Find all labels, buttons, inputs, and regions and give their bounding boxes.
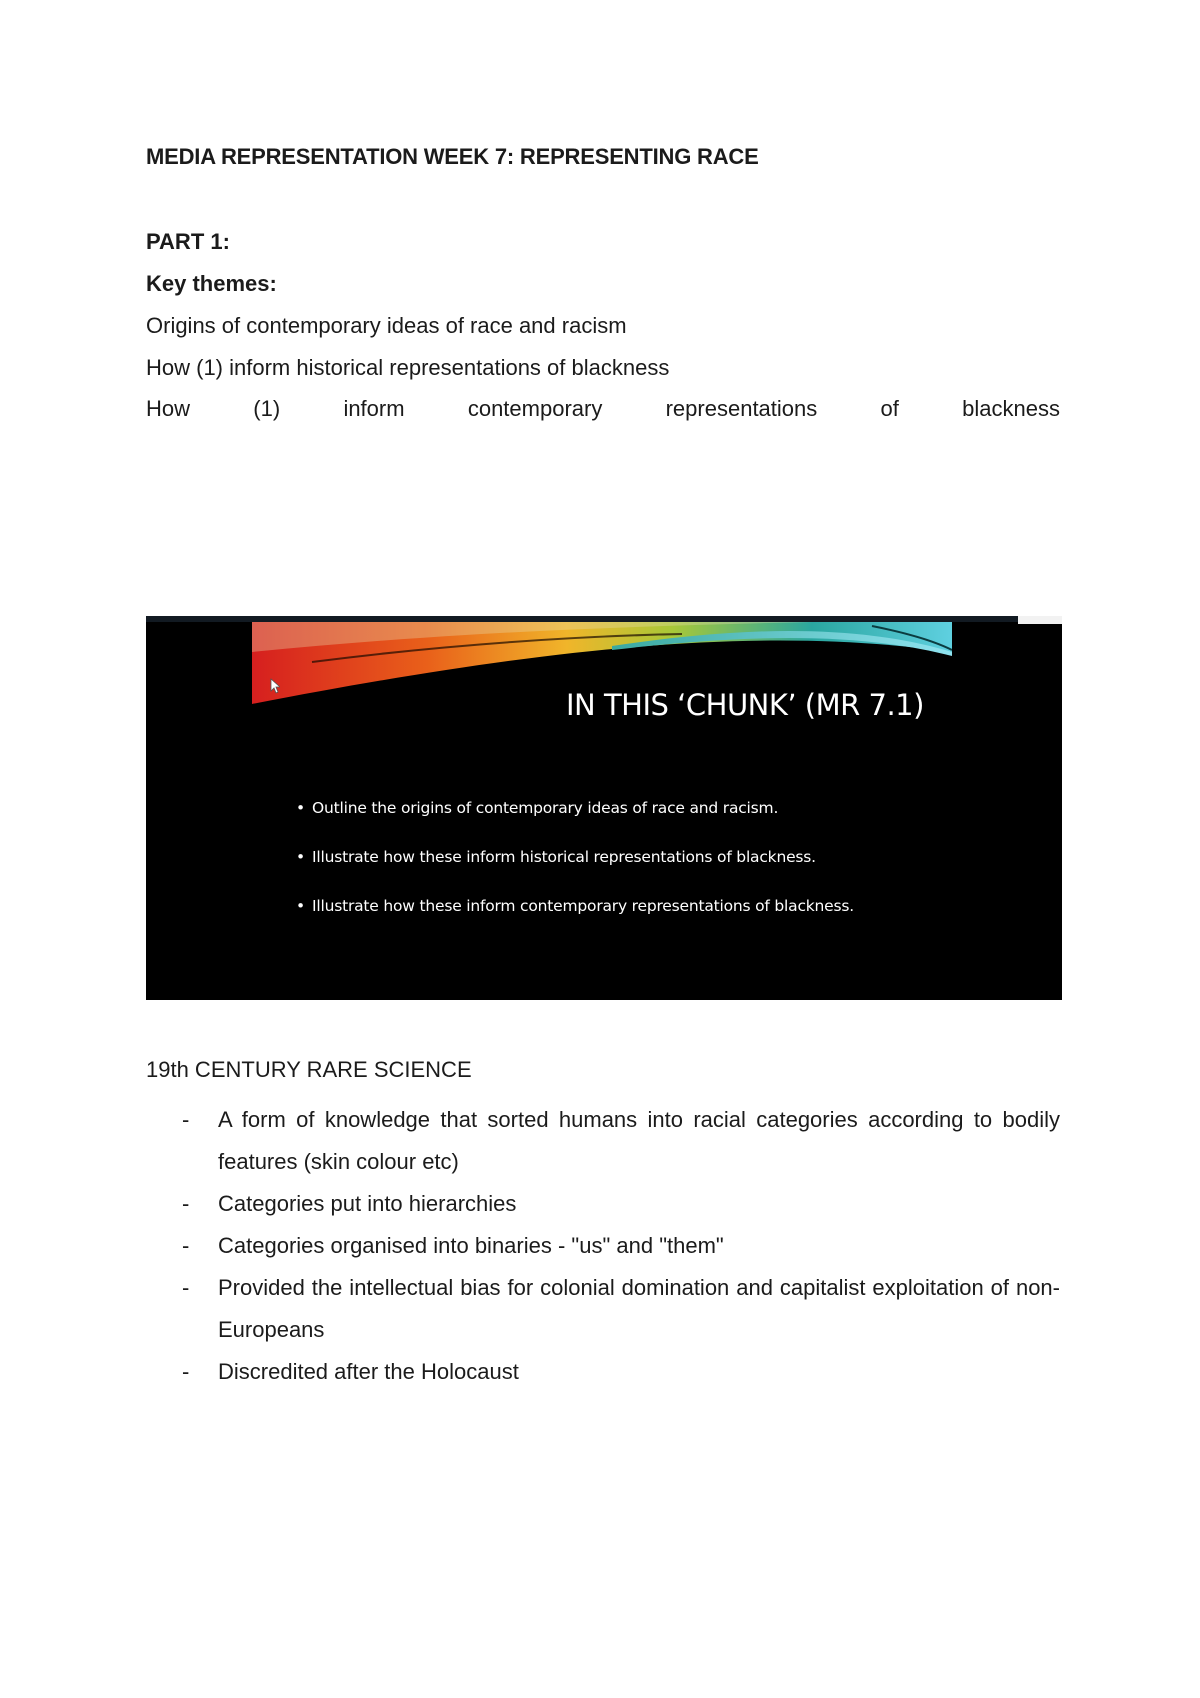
justified-word: contemporary	[467, 396, 603, 421]
key-themes-heading: Key themes:	[146, 271, 277, 296]
justified-word: blackness	[962, 396, 1060, 421]
slide-bullet-list	[296, 799, 854, 946]
dash-marker: -	[182, 1107, 190, 1132]
justified-word: of	[880, 396, 899, 421]
slide-corner-edge	[1018, 616, 1062, 624]
list-item: - Provided the intellectual bias for colonial domination and capitalist exploitation of non-Europeans	[146, 1267, 1060, 1351]
list-item: - Discredited after the Holocaust	[146, 1351, 1060, 1393]
theme-line: Origins of contemporary ideas of race and racism	[146, 313, 627, 338]
mouse-cursor-icon	[270, 678, 280, 694]
dash-marker: -	[182, 1191, 190, 1216]
dash-marker: -	[182, 1233, 190, 1258]
justified-word: inform	[343, 396, 405, 421]
justified-word: How	[146, 396, 191, 421]
part-heading: PART 1:	[146, 229, 230, 254]
theme-line: How (1) inform historical representations of blackness	[146, 355, 670, 380]
dash-list	[146, 1099, 1060, 1393]
list-item: - A form of knowledge that sorted humans into racial categories according to bodily features (skin colour etc)	[146, 1099, 1060, 1183]
section-heading: 19th CENTURY RARE SCIENCE	[146, 1057, 472, 1082]
justified-word: representations	[665, 396, 818, 421]
document-title: MEDIA REPRESENTATION WEEK 7: REPRESENTING RACE	[146, 144, 759, 169]
slide-screenshot	[146, 616, 1062, 1000]
slide-bullet: • Outline the origins of contemporary ideas of race and racism.	[296, 799, 854, 848]
dash-marker: -	[182, 1275, 190, 1300]
theme-line-justified	[146, 396, 1060, 424]
justified-word: (1)	[253, 396, 281, 421]
slide-bullet: • Illustrate how these inform contemporary representations of blackness.	[296, 897, 854, 946]
slide-title: IN THIS ‘CHUNK’ (MR 7.1)	[566, 688, 924, 722]
list-item: - Categories organised into binaries - "us" and "them"	[146, 1225, 1060, 1267]
list-item: - Categories put into hierarchies	[146, 1183, 1060, 1225]
slide-bullet: • Illustrate how these inform historical representations of blackness.	[296, 848, 854, 897]
dash-marker: -	[182, 1359, 190, 1384]
